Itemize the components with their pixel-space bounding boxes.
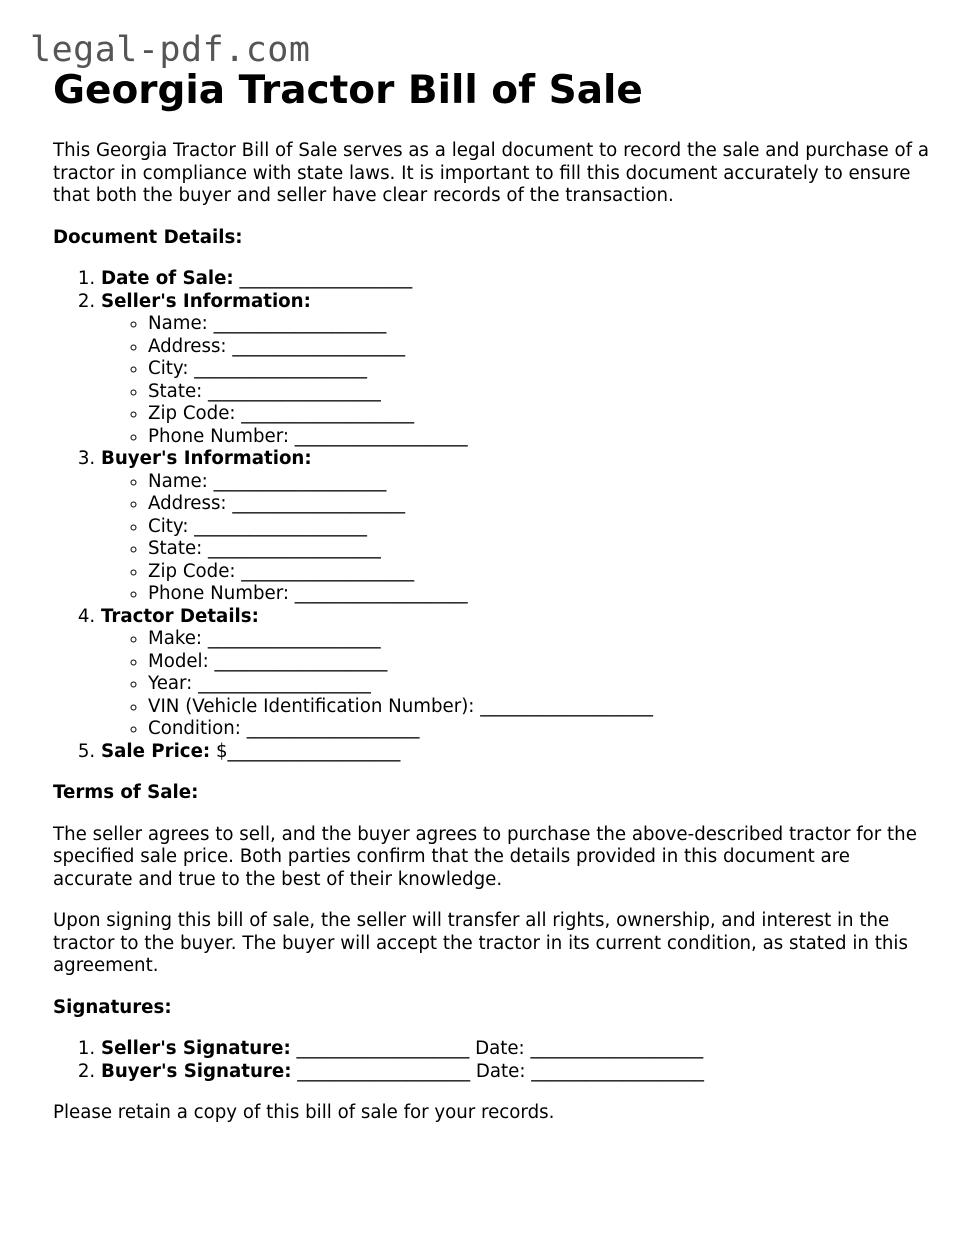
tractor-details-item (101, 606, 933, 741)
buyer-signature-item (101, 1061, 933, 1084)
seller-address-field: ◦ Address: ___________________ (148, 336, 933, 359)
seller-information-item (101, 291, 933, 449)
seller-phone-field: ◦ Phone Number: ___________________ (148, 426, 933, 449)
tractor-vin-field: ◦ VIN (Vehicle Identification Number): ___________________ (148, 696, 933, 719)
tractor-year-field: ◦ Year: ___________________ (148, 673, 933, 696)
document-page (53, 66, 933, 1125)
terms-paragraph-1: The seller agrees to sell, and the buyer agrees to purchase the above-described tractor for the specified sale price. Both parties confirm that the details provided in this document are accurate and true to the best of their knowledge. (53, 823, 917, 890)
sale-price-label: Sale Price: (101, 740, 211, 762)
seller-information-label: Seller's Information: (101, 290, 311, 312)
buyer-zip-field: ◦ Zip Code: ___________________ (148, 561, 933, 584)
buyer-state-field: ◦ State: ___________________ (148, 538, 933, 561)
tractor-make-field: ◦ Make: ___________________ (148, 628, 933, 651)
buyer-city-field: ◦ City: ___________________ (148, 516, 933, 539)
buyer-name-field: ◦ Name: ___________________ (148, 471, 933, 494)
intro-paragraph: This Georgia Tractor Bill of Sale serves as a legal document to record the sale and purchase of a tractor in compliance with state laws. It is important to fill this document accurately to ensure that both the buyer and seller have clear records of the transaction. (53, 140, 929, 206)
date-of-sale-blank: ___________________ (233, 268, 413, 289)
seller-city-field: ◦ City: ___________________ (148, 358, 933, 381)
buyer-information-label: Buyer's Information: (101, 448, 312, 469)
buyer-information-item (101, 448, 933, 606)
closing-note: Please retain a copy of this bill of sale for your records. (53, 1102, 555, 1123)
tractor-condition-field: ◦ Condition: ___________________ (148, 718, 933, 741)
buyer-fields-list (101, 471, 933, 606)
watermark: legal-pdf.com (30, 30, 311, 70)
document-details-list (53, 268, 933, 763)
tractor-fields-list (101, 628, 933, 741)
signatures-heading: Signatures: (53, 996, 172, 1018)
seller-state-field: ◦ State: ___________________ (148, 381, 933, 404)
seller-fields-list (101, 313, 933, 448)
signatures-list (53, 1038, 933, 1083)
buyer-signature-label: Buyer's Signature: (101, 1060, 292, 1082)
sale-price-item (101, 741, 933, 764)
sale-price-blank: $___________________ (210, 740, 401, 762)
tractor-details-label: Tractor Details: (101, 605, 259, 627)
seller-signature-label: Seller's Signature: (101, 1038, 291, 1059)
tractor-model-field: ◦ Model: ___________________ (148, 651, 933, 674)
document-title: Georgia Tractor Bill of Sale (53, 68, 643, 113)
terms-of-sale-heading: Terms of Sale: (53, 782, 199, 803)
seller-zip-field: ◦ Zip Code: ___________________ (148, 403, 933, 426)
document-details-heading: Document Details: (53, 226, 243, 248)
buyer-phone-field: ◦ Phone Number: ___________________ (148, 583, 933, 606)
terms-paragraph-2: Upon signing this bill of sale, the seller will transfer all rights, ownership, and interest in the tractor to the buyer. The buyer will accept the tractor in its current condition, as stated in this agreement. (53, 910, 908, 976)
buyer-address-field: ◦ Address: ___________________ (148, 493, 933, 516)
date-of-sale-label: Date of Sale: (101, 268, 234, 289)
seller-signature-blank: ___________________ Date: ___________________ (290, 1038, 704, 1059)
date-of-sale-item (101, 268, 933, 291)
buyer-signature-blank: ___________________ Date: ___________________ (291, 1060, 705, 1082)
seller-name-field: ◦ Name: ___________________ (148, 313, 933, 336)
seller-signature-item (101, 1038, 933, 1061)
